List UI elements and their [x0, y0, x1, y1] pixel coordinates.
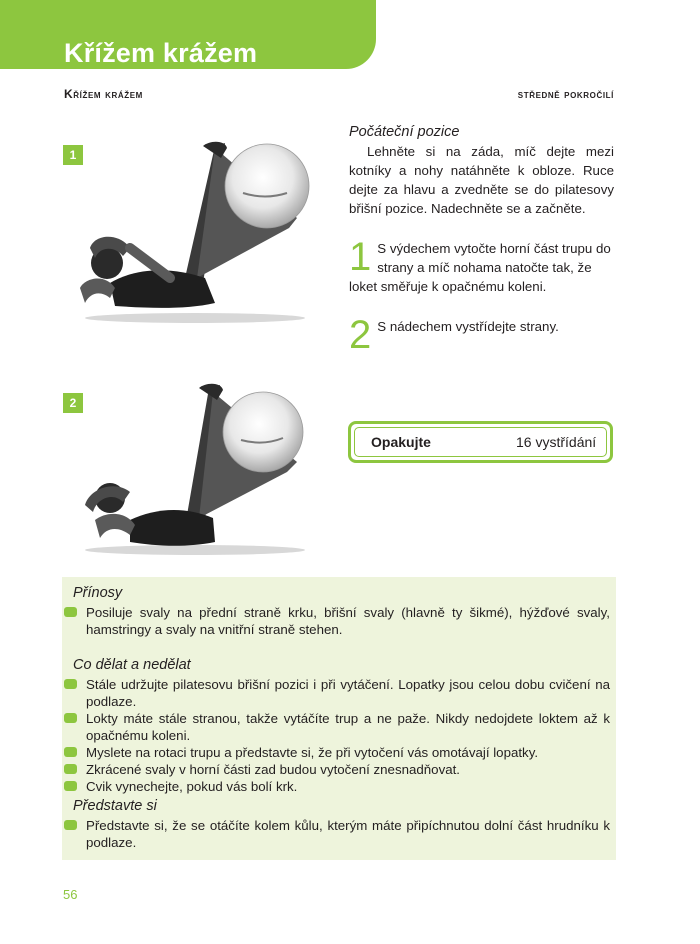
list-item — [62, 778, 616, 795]
imagine-list — [62, 817, 616, 851]
benefits-list — [62, 604, 616, 638]
difficulty-label: středně pokročilí — [517, 87, 614, 101]
bullet-text: Myslete na rotaci trupu a představte si, že při vytočení vás omotávají lopatky. — [86, 745, 539, 760]
step-number-2: 2 — [349, 313, 372, 357]
bullet-icon — [64, 607, 77, 617]
step-number-1: 1 — [349, 235, 372, 279]
imagine-heading: Představte si — [73, 798, 157, 814]
instruction-step-1 — [349, 235, 614, 296]
exercise-photo-1 — [75, 138, 315, 323]
exercise-photo-2 — [75, 380, 315, 555]
list-item — [62, 761, 616, 778]
dos-donts-heading: Co dělat a nedělat — [73, 657, 191, 673]
step-badge-1: 1 — [63, 145, 83, 165]
instruction-step-2 — [349, 313, 614, 357]
step-badge-2: 2 — [63, 393, 83, 413]
list-item — [62, 676, 616, 710]
bullet-text: Stále udržujte pilatesovu břišní pozici i při vytáčení. Lopatky jsou celou dobu cvičení na podlaze. — [86, 677, 610, 709]
instruction-text-1: S výdechem vytočte horní část trupu do strany a míč nohama natočte tak, že loket směřuje k opačnému koleni. — [349, 241, 611, 294]
bullet-text: Zkrácené svaly v horní části zad budou vytočení znesnadňovat. — [86, 762, 461, 777]
start-position-text: Lehněte si na záda, míč dejte mezi kotníky a nohy natáhněte k obloze. Ruce dejte za hlavu a zvedněte se do pilatesovy břišní pozice. Nadechněte se a začněte. — [349, 144, 614, 216]
repeat-value: 16 vystřídání — [516, 434, 597, 450]
list-item — [62, 604, 616, 638]
start-position-section — [349, 123, 614, 218]
bullet-icon — [64, 820, 77, 830]
bullet-icon — [64, 781, 77, 791]
repeat-box — [348, 421, 613, 463]
list-item — [62, 710, 616, 744]
instruction-text-2: S nádechem vystřídejte strany. — [377, 319, 559, 334]
dos-donts-list — [62, 676, 616, 795]
bullet-text: Představte si, že se otáčíte kolem kůlu, kterým máte připíchnutou dolní část hrudníku k podlaze. — [86, 818, 610, 850]
page-number: 56 — [63, 887, 78, 902]
exercise-name-label: Křížem krážem — [64, 87, 143, 101]
bullet-icon — [64, 764, 77, 774]
bullet-text: Lokty máte stále stranou, takže vytáčíte trup a ne paže. Nikdy nedojdete loktem až k opačnému koleni. — [86, 711, 610, 743]
bullet-icon — [64, 713, 77, 723]
bullet-icon — [64, 747, 77, 757]
repeat-label: Opakujte — [371, 434, 431, 450]
bullet-text: Cvik vynechejte, pokud vás bolí krk. — [86, 779, 298, 794]
list-item — [62, 817, 616, 851]
tips-panel — [62, 577, 616, 860]
benefits-heading: Přínosy — [73, 585, 123, 601]
bullet-text: Posiluje svaly na přední straně krku, břišní svaly (hlavně ty šikmé), hýžďové svaly, hamstringy a svaly na vnitřní straně stehen. — [86, 605, 610, 637]
bullet-icon — [64, 679, 77, 689]
list-item — [62, 744, 616, 761]
page-title: Křížem krážem — [64, 38, 258, 68]
start-position-heading: Počáteční pozice — [349, 124, 460, 140]
